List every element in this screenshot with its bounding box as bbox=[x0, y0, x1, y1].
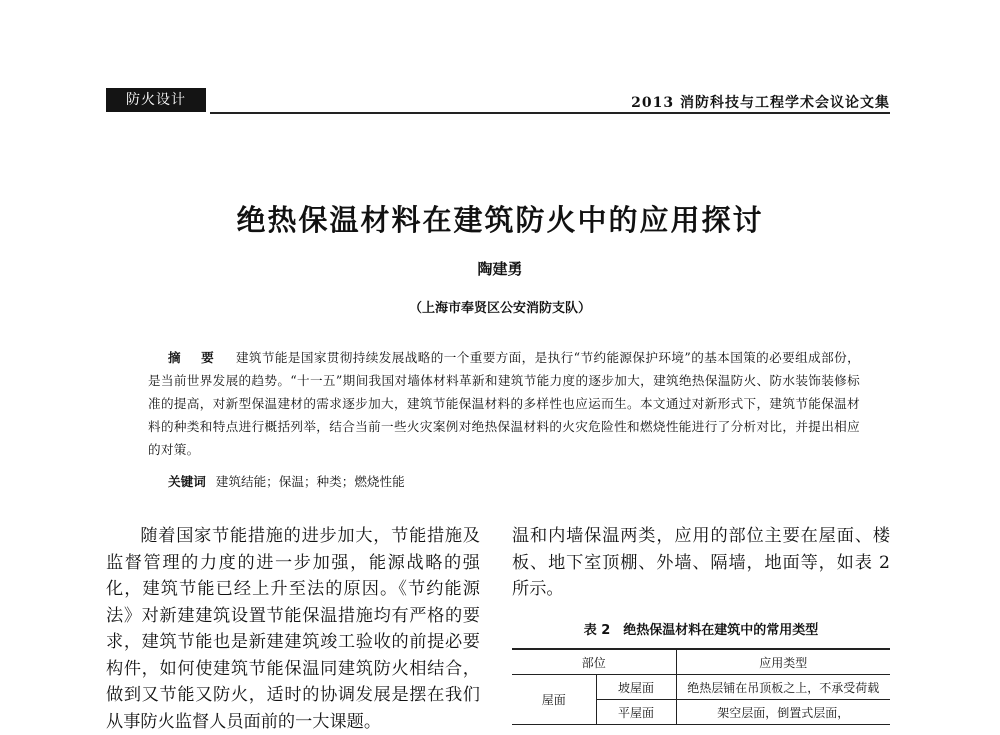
author-name: 陶建勇 bbox=[477, 260, 523, 278]
keywords bbox=[168, 471, 405, 490]
abstract-label: 摘 要 bbox=[168, 350, 222, 365]
table-caption: 表 2 绝热保温材料在建筑中的常用类型 bbox=[583, 623, 819, 638]
table-type-cell: 架空层面，倒置式层面， bbox=[676, 700, 890, 725]
body-left-column bbox=[106, 523, 480, 735]
header-rule bbox=[210, 112, 890, 114]
article-title: 绝热保温材料在建筑防火中的应用探讨 bbox=[236, 203, 764, 237]
abstract bbox=[148, 346, 860, 461]
table-sub-cell: 坡屋面 bbox=[596, 675, 676, 700]
table-row bbox=[512, 675, 890, 700]
proceedings-title: 2013 消防科技与工程学术会议论文集 bbox=[631, 95, 890, 111]
body-right-column bbox=[512, 523, 890, 603]
abstract-text: 建筑节能是国家贯彻持续发展战略的一个重要方面，是执行“节约能源保护环境”的基本国策的必要组成部份，是当前世界发展的趋势。“十一五”期间我国对墙体材料革新和建筑节能力度的逐步加大，建筑绝热保温防火、防水装饰装修标准的提高，对新型保温建材的需求逐步加大，建筑节能保温材料的多样性也应运而生。本文通过对新形式下，建筑节能保温材料的种类和特点进行概括列举，结合当前一些火灾案例对绝热保温材料的火灾危险性和燃烧性能进行了分析对比，并提出相应的对策。 bbox=[148, 350, 861, 457]
author-affiliation: （上海市奉贤区公安消防支队） bbox=[408, 301, 591, 316]
table-header-location: 部位 bbox=[512, 649, 676, 675]
table-group-cell: 屋面 bbox=[512, 675, 596, 725]
table-type-cell: 绝热层铺在吊顶板之上，不承受荷载 bbox=[676, 675, 890, 700]
table-sub-cell: 平屋面 bbox=[596, 700, 676, 725]
insulation-types-table bbox=[512, 648, 890, 725]
body-paragraph-continued: 温和内墙保温两类，应用的部位主要在屋面、楼板、地下室顶棚、外墙、隔墙，地面等，如表 2 所示。 bbox=[512, 526, 890, 599]
body-paragraph: 随着国家节能措施的进步加大，节能措施及监督管理的力度的进一步加强，能源战略的强化，建筑节能已经上升至法的原因。《节约能源法》对新建建筑设置节能保温措施均有严格的要求，建筑节能也是新建建筑竣工验收的前提必要构件，如何使建筑节能保温同建筑防火相结合，做到又节能又防火，适时的协调发展是摆在我们从事防火监督人员面前的一大课题。 bbox=[106, 526, 480, 732]
table-header-row bbox=[512, 649, 890, 675]
table-header-type: 应用类型 bbox=[676, 649, 890, 675]
keywords-label: 关键词 bbox=[168, 474, 206, 489]
section-tag: 防火设计 bbox=[106, 88, 206, 112]
keywords-text: 建筑结能；保温；种类；燃烧性能 bbox=[215, 474, 405, 489]
